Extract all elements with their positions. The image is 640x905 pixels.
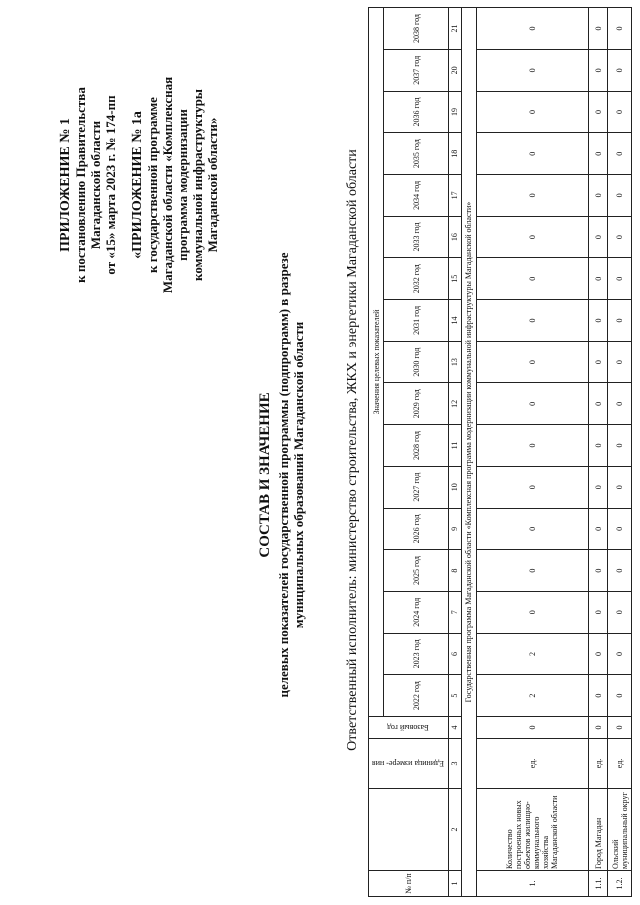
row-base-value: 0 bbox=[476, 716, 588, 738]
row-value: 0 bbox=[476, 133, 588, 175]
row-value: 0 bbox=[608, 341, 632, 383]
header-year: 2031 год bbox=[384, 300, 449, 342]
header-year: 2022 год bbox=[384, 675, 449, 717]
column-number: 20 bbox=[449, 49, 462, 91]
row-value: 0 bbox=[608, 8, 632, 50]
row-value: 0 bbox=[476, 341, 588, 383]
header-year: 2023 год bbox=[384, 633, 449, 675]
row-value: 0 bbox=[608, 425, 632, 467]
responsible-executor: Ответственный исполнитель: министерство строительства, ЖКХ и энергетики Магаданской области bbox=[345, 149, 360, 751]
header-year: 2026 год bbox=[384, 508, 449, 550]
column-number: 11 bbox=[449, 425, 462, 467]
header-year: 2034 год bbox=[384, 175, 449, 217]
row-number: 1.2. bbox=[608, 871, 632, 897]
table-column-numbers-row bbox=[449, 8, 462, 897]
row-value: 0 bbox=[588, 49, 607, 91]
table-row bbox=[588, 8, 607, 897]
row-value: 0 bbox=[588, 91, 607, 133]
row-unit: ед. bbox=[476, 738, 588, 788]
document-heading bbox=[258, 205, 306, 745]
row-value: 0 bbox=[588, 216, 607, 258]
appendix-subtitle: «ПРИЛОЖЕНИЕ № 1а bbox=[130, 111, 145, 259]
row-value: 2 bbox=[476, 633, 588, 675]
row-value: 0 bbox=[608, 383, 632, 425]
row-value: 0 bbox=[476, 550, 588, 592]
header-year: 2038 год bbox=[384, 8, 449, 50]
row-value: 0 bbox=[608, 49, 632, 91]
row-value: 0 bbox=[588, 466, 607, 508]
row-value: 0 bbox=[608, 258, 632, 300]
column-number: 14 bbox=[449, 300, 462, 342]
column-number: 17 bbox=[449, 175, 462, 217]
row-value: 0 bbox=[608, 175, 632, 217]
row-value: 0 bbox=[476, 258, 588, 300]
row-base-value: 0 bbox=[588, 716, 607, 738]
row-value: 0 bbox=[588, 508, 607, 550]
row-value: 0 bbox=[588, 675, 607, 717]
row-number: 1.1. bbox=[588, 871, 607, 897]
row-value: 0 bbox=[476, 466, 588, 508]
column-number: 18 bbox=[449, 133, 462, 175]
header-year: 2032 год bbox=[384, 258, 449, 300]
row-unit: ед. bbox=[608, 738, 632, 788]
row-number: 1. bbox=[476, 871, 588, 897]
row-value: 0 bbox=[476, 8, 588, 50]
program-banner: Государственная программа Магаданской области «Комплексная программа модернизации коммунальной инфраструктуры Магаданской области» bbox=[461, 8, 476, 897]
column-number: 4 bbox=[449, 716, 462, 738]
column-number: 3 bbox=[449, 738, 462, 788]
column-number: 5 bbox=[449, 675, 462, 717]
header-year: 2035 год bbox=[384, 133, 449, 175]
header-year: 2028 год bbox=[384, 425, 449, 467]
header-base-year: Базовый год bbox=[369, 716, 449, 738]
appendix-line: коммунальной инфраструктуры bbox=[190, 89, 205, 281]
heading-line: муниципальных образований Магаданской области bbox=[291, 321, 306, 629]
appendix-title: ПРИЛОЖЕНИЕ № 1 bbox=[58, 118, 73, 252]
row-unit: ед. bbox=[588, 738, 607, 788]
appendix-line: к государственной программе bbox=[145, 97, 160, 273]
row-base-value: 0 bbox=[608, 716, 632, 738]
row-value: 0 bbox=[588, 133, 607, 175]
row-value: 0 bbox=[608, 91, 632, 133]
appendix-line: Магаданской области «Комплексная bbox=[160, 76, 175, 294]
row-value: 0 bbox=[476, 383, 588, 425]
appendix-block bbox=[58, 20, 220, 350]
row-value: 0 bbox=[608, 675, 632, 717]
row-value: 0 bbox=[588, 341, 607, 383]
header-year: 2025 год bbox=[384, 550, 449, 592]
row-name: Ольский муниципальный округ bbox=[608, 788, 632, 870]
row-value: 0 bbox=[588, 258, 607, 300]
column-number: 6 bbox=[449, 633, 462, 675]
table-row bbox=[608, 8, 632, 897]
header-year: 2037 год bbox=[384, 49, 449, 91]
column-number: 7 bbox=[449, 591, 462, 633]
row-value: 0 bbox=[588, 550, 607, 592]
row-value: 0 bbox=[476, 508, 588, 550]
appendix-date: от «15» марта 2023 г. № 174-пп bbox=[103, 95, 118, 275]
table-row bbox=[476, 8, 588, 897]
row-value: 0 bbox=[476, 175, 588, 217]
heading-line: целевых показателей государственной программы (подпрограмм) в разрезе bbox=[276, 252, 291, 698]
header-year: 2024 год bbox=[384, 591, 449, 633]
row-value: 0 bbox=[608, 133, 632, 175]
row-value: 0 bbox=[476, 49, 588, 91]
column-number: 16 bbox=[449, 216, 462, 258]
column-number: 15 bbox=[449, 258, 462, 300]
row-value: 0 bbox=[476, 425, 588, 467]
row-value: 0 bbox=[476, 91, 588, 133]
header-year: 2036 год bbox=[384, 91, 449, 133]
header-year: 2029 год bbox=[384, 383, 449, 425]
row-value: 0 bbox=[476, 216, 588, 258]
appendix-line: к постановлению Правительства bbox=[73, 87, 88, 283]
row-value: 0 bbox=[476, 300, 588, 342]
column-number: 10 bbox=[449, 466, 462, 508]
column-number: 8 bbox=[449, 550, 462, 592]
column-number: 2 bbox=[449, 788, 462, 870]
table-banner-row bbox=[461, 8, 476, 897]
appendix-line: Магаданской области bbox=[88, 120, 103, 250]
row-value: 0 bbox=[608, 300, 632, 342]
column-number: 9 bbox=[449, 508, 462, 550]
row-value: 0 bbox=[588, 8, 607, 50]
table-header-row bbox=[369, 8, 384, 897]
column-number: 1 bbox=[449, 871, 462, 897]
column-number: 21 bbox=[449, 8, 462, 50]
row-value: 0 bbox=[608, 216, 632, 258]
row-value: 0 bbox=[608, 633, 632, 675]
header-number: № п/п bbox=[369, 871, 449, 897]
row-name: Количество построенных новых объектов жилищно-коммунального хозяйства Магаданской области bbox=[476, 788, 588, 870]
header-year: 2030 год bbox=[384, 341, 449, 383]
column-number: 13 bbox=[449, 341, 462, 383]
row-value: 0 bbox=[608, 466, 632, 508]
header-name bbox=[369, 788, 449, 870]
column-number: 12 bbox=[449, 383, 462, 425]
row-value: 0 bbox=[608, 550, 632, 592]
row-value: 0 bbox=[588, 425, 607, 467]
row-value: 0 bbox=[588, 633, 607, 675]
page-title: СОСТАВ И ЗНАЧЕНИЕ bbox=[257, 392, 273, 558]
row-name: Город Магадан bbox=[588, 788, 607, 870]
row-value: 2 bbox=[476, 675, 588, 717]
row-value: 0 bbox=[608, 591, 632, 633]
row-value: 0 bbox=[588, 175, 607, 217]
row-value: 0 bbox=[588, 300, 607, 342]
header-unit: Единица измере- ния bbox=[369, 738, 449, 788]
header-year: 2033 год bbox=[384, 216, 449, 258]
row-value: 0 bbox=[588, 383, 607, 425]
row-value: 0 bbox=[588, 591, 607, 633]
appendix-line: Магаданской области» bbox=[205, 117, 220, 253]
row-value: 0 bbox=[608, 508, 632, 550]
column-number: 19 bbox=[449, 91, 462, 133]
header-year: 2027 год bbox=[384, 466, 449, 508]
indicators-table bbox=[368, 7, 632, 897]
appendix-line: программа модернизации bbox=[175, 109, 190, 261]
row-value: 0 bbox=[476, 591, 588, 633]
header-values: Значения целевых показателей bbox=[369, 8, 384, 717]
